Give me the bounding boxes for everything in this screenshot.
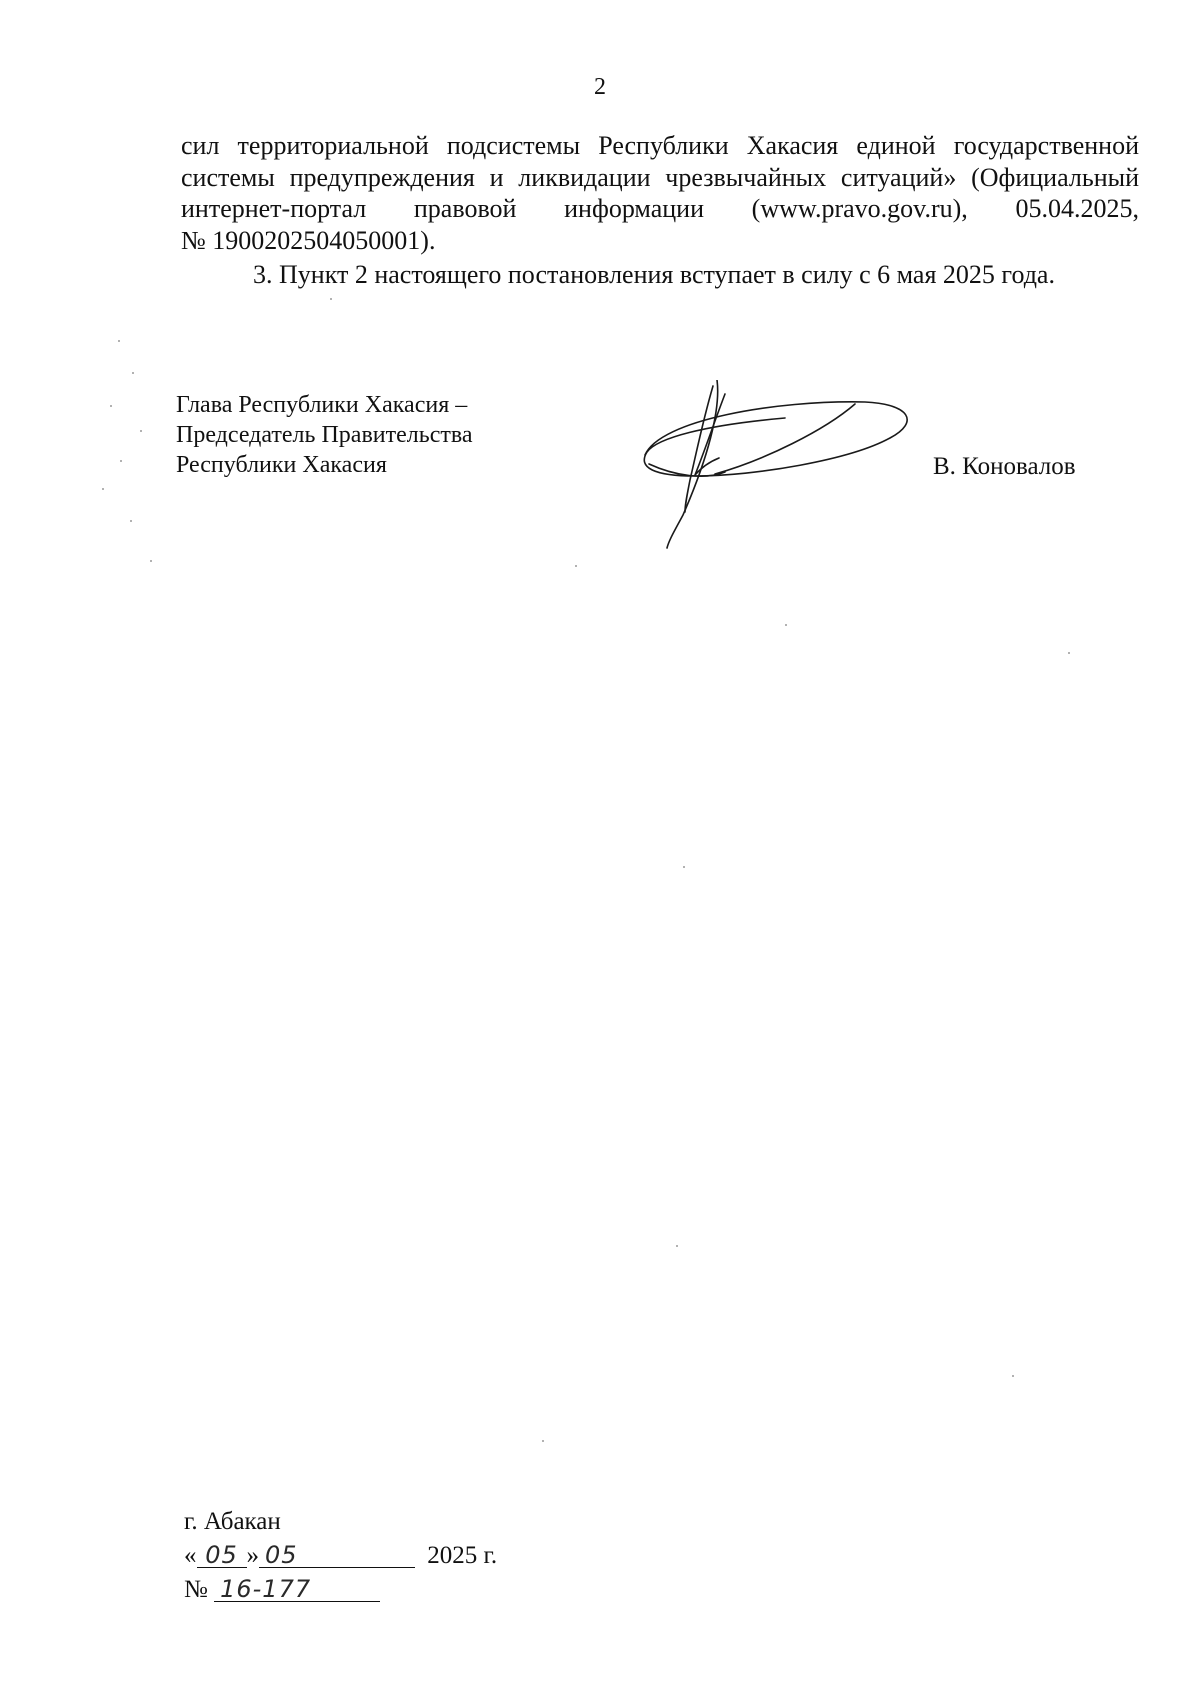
date-year: 2025 г. — [427, 1542, 498, 1569]
date-day: 05 — [197, 1543, 247, 1568]
handwritten-signature — [635, 380, 915, 555]
body-line-4: № 1900202504050001). — [181, 225, 436, 255]
signatory-title-line-3: Республики Хакасия — [176, 452, 387, 478]
document-number: 16-177 — [214, 1577, 380, 1602]
body-line-2: системы предупреждения и ликвидации чрезвычайных ситуаций» (Официальный — [181, 162, 1139, 192]
body-line-3: интернет-портал правовой информации (www.pravo.gov.ru), 05.04.2025, — [181, 194, 1139, 223]
quote-open: « — [184, 1542, 197, 1569]
date-row — [184, 1542, 497, 1576]
signatory-title-line-1: Глава Республики Хакасия – — [176, 392, 468, 418]
city-row — [184, 1508, 497, 1542]
signatory-name: В. Коновалов — [933, 453, 1076, 480]
signatory-title — [176, 390, 473, 480]
date-month: 05 — [259, 1543, 415, 1568]
quote-close: » — [246, 1542, 259, 1569]
page-number: 2 — [594, 74, 606, 100]
signatory-title-line-2: Председатель Правительства — [176, 422, 473, 448]
document-footer — [184, 1508, 497, 1610]
number-row — [184, 1576, 497, 1610]
paragraph-3: 3. Пункт 2 настоящего постановления вступает в силу с 6 мая 2025 года. — [253, 260, 1055, 289]
body-text — [181, 130, 1139, 291]
body-line-1: сил территориальной подсистемы Республики Хакасия единой государственной — [181, 131, 1139, 160]
number-sign: № — [184, 1576, 208, 1603]
city: г. Абакан — [184, 1508, 281, 1535]
